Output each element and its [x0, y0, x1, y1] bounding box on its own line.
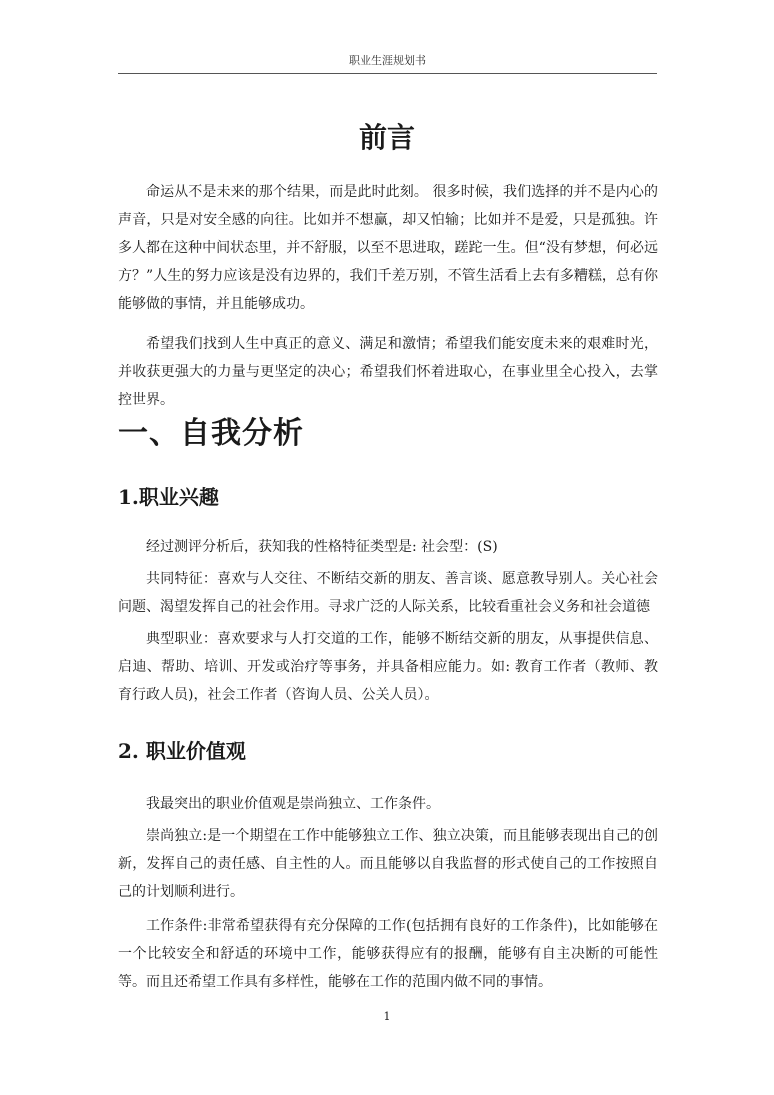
- values-paragraph-1: 我最突出的职业价值观是崇尚独立、工作条件。: [146, 796, 440, 812]
- page-header: 职业生涯规划书: [118, 54, 657, 74]
- page-number: 1: [383, 1010, 391, 1023]
- interest-paragraph-3: 典型职业：喜欢要求与人打交道的工作，能够不断结交新的朋友，从事提供信息、启迪、帮助、培训、开发或治疗等事务，并具备相应能力。如: 教育工作者（教师、教育行政人员)，社会工作者（咨询人员、公关人员）。: [118, 631, 658, 703]
- values-paragraph-2: 崇尚独立:是一个期望在工作中能够独立工作、独立决策，而且能够表现出自己的创新，发挥自己的责任感、自主性的人。而且能够以自我监督的形式使自己的工作按照自己的计划顺利进行。: [118, 828, 658, 900]
- subsection-heading-career-values: 2. 职业价值观: [118, 739, 246, 763]
- interest-paragraph-2: 共同特征：喜欢与人交往、不断结交新的朋友、善言谈、愿意教导别人。关心社会问题、渴望发挥自己的社会作用。寻求广泛的人际关系，比较看重社会义务和社会道德: [118, 571, 658, 615]
- preface-paragraph-2: 希望我们找到人生中真正的意义、满足和激情；希望我们能安度未来的艰难时光，并收获更强大的力量与更坚定的决心；希望我们怀着进取心，在事业里全心投入，去掌控世界。: [118, 336, 658, 408]
- page-title: 前言: [358, 121, 415, 154]
- values-paragraph-3: 工作条件:非常希望获得有充分保障的工作(包括拥有良好的工作条件)，比如能够在一个比较安全和舒适的环境中工作，能够获得应有的报酬，能够有自主决断的可能性等。而且还希望工作具有多样性，能够在工作的范围内做不同的事情。: [118, 918, 658, 990]
- interest-paragraph-1: 经过测评分析后，获知我的性格特征类型是: 社会型：(S): [146, 539, 498, 555]
- preface-paragraph-1: 命运从不是未来的那个结果，而是此时此刻。 很多时候，我们选择的并不是内心的声音，只是对安全感的向往。比如并不想赢，却又怕输；比如并不是爱，只是孤独。许多人都在这种中间状态里，并不舒服，以至不思进取，蹉跎一生。但“没有梦想，何必远方？”人生的努力应该是没有边界的，我们千差万别，不管生活看上去有多糟糕，总有你能够做的事情，并且能够成功。: [118, 184, 658, 312]
- section-heading-self-analysis: 一、自我分析: [118, 416, 304, 451]
- subsection-heading-career-interest: 1.职业兴趣: [118, 485, 219, 509]
